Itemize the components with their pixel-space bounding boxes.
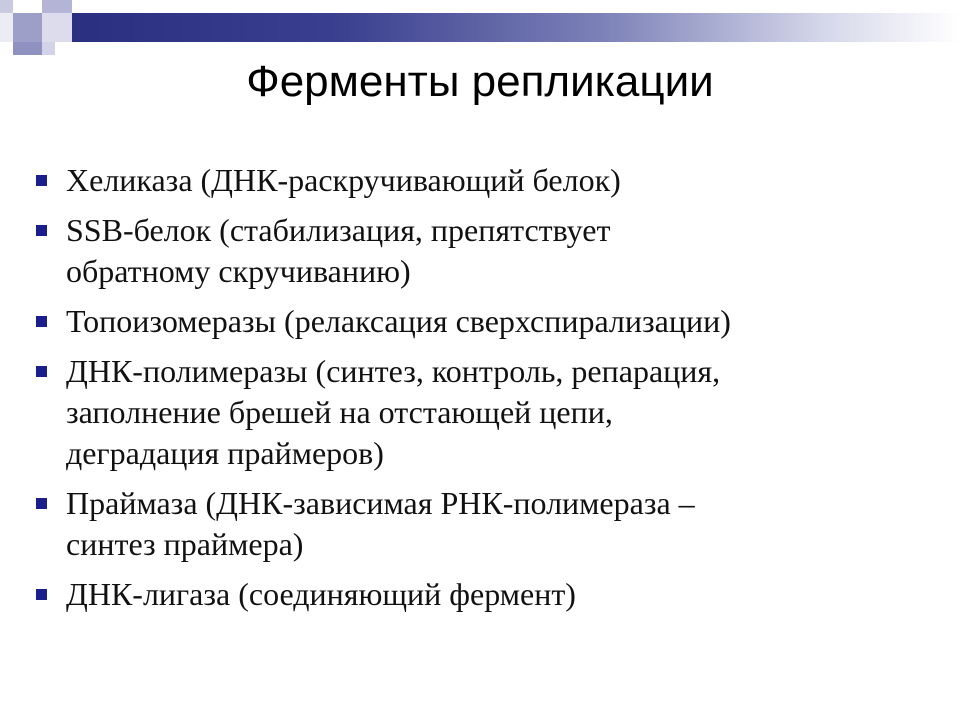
slide-title: Ферменты репликации (246, 57, 714, 106)
list-item-line: деградация праймеров) (66, 435, 384, 471)
header-gradient-bar (72, 13, 960, 42)
list-item-line: заполнение брешей на отстающей цепи, (66, 394, 613, 430)
list-item-line: ДНК-полимеразы (синтез, контроль, репарация, (66, 353, 721, 389)
decorative-square (0, 0, 13, 13)
square-bullet-icon (36, 498, 47, 509)
list-item (36, 210, 936, 292)
square-bullet-icon (36, 589, 47, 600)
square-bullet-icon (36, 316, 47, 327)
list-item (36, 574, 936, 615)
list-item (36, 301, 936, 342)
list-item-line: Праймаза (ДНК-зависимая РНК-полимераза – (66, 485, 695, 521)
decorative-square (0, 13, 13, 42)
square-bullet-icon (36, 175, 47, 186)
bullet-list (36, 160, 936, 624)
decorative-square (42, 13, 72, 42)
decorative-square (13, 13, 42, 42)
list-item-line: Хеликаза (ДНК-раскручивающий белок) (66, 162, 621, 198)
list-item-line: ДНК-лигаза (соединяющий фермент) (66, 576, 576, 612)
decorative-square (42, 0, 72, 13)
list-item-line: обратному скручиванию) (66, 253, 411, 289)
square-bullet-icon (36, 225, 47, 236)
list-item-line: SSB-белок (стабилизация, препятствует (66, 212, 611, 248)
list-item (36, 160, 936, 201)
list-item (36, 351, 936, 474)
list-item (36, 483, 936, 565)
square-bullet-icon (36, 366, 47, 377)
list-item-line: Топоизомеразы (релаксация сверхспирализации) (66, 303, 731, 339)
list-item-line: синтез праймера) (66, 526, 304, 562)
